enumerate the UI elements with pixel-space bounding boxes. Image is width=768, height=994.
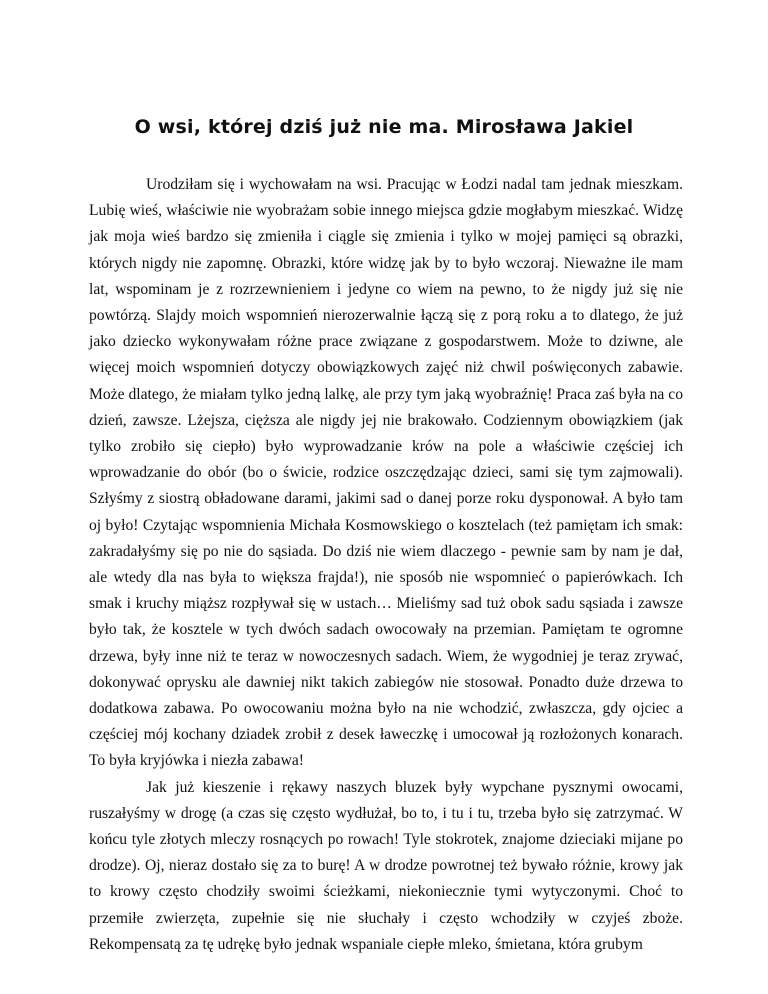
paragraph: Jak już kieszenie i rękawy naszych bluzek były wypchane pysznymi owocami, ruszałyśmy w drogę (a czas się często wydłużał, bo to, i tu i tu, trzeba było się zatrzymać. W końcu tyle złotych mleczy rosnących po rowach! Tyle stokrotek, znajome dzieciaki mijane po drodze). Oj, nieraz dostało się za to burę! A w drodze powrotnej też bywało różnie, krowy jak to krowy często chodziły swoimi ścieżkami, niekoniecznie tymi wytyczonymi. Choć to przemiłe zwierzęta, zupełnie się nie słuchały i często wchodziły w czyjeś zboże. Rekompensatą za tę udrękę było jednak wspaniale ciepłe mleko, śmietana, która grubym [89, 778, 683, 953]
document-body [89, 172, 683, 958]
paragraph: Urodziłam się i wychowałam na wsi. Pracując w Łodzi nadal tam jednak mieszkam. Lubię wieś, właściwie nie wyobrażam sobie innego miejsca gdzie mogłabym mieszkać. Widzę jak moja wieś bardzo się zmieniła i ciągle się zmienia i tylko w mojej pamięci są obrazki, których nigdy nie zapomnę. Obrazki, które widzę jak by to było wczoraj. Nieważne ile mam lat, wspominam je z rozrzewnieniem i jedyne co wiem na pewno, to że nigdy już się nie powtórzą. Slajdy moich wspomnień nierozerwalnie łączą się z porą roku a to dlatego, że już jako dziecko wykonywałam różne prace związane z gospodarstwem. Może to dziwne, ale więcej moich wspomnień dotyczy obowiązkowych zajęć niż chwil poświęconych zabawie. Może dlatego, że miałam tylko jedną lalkę, ale przy tym jaką wyobraźnię! Praca zaś była na co dzień, zawsze. Lżejsza, cięższa ale nigdy jej nie brakowało. Codziennym obowiązkiem (jak tylko zrobiło się ciepło) było wyprowadzanie krów na pole a właściwie częściej ich wprowadzanie do obór (bo o świcie, rodzice oszczędzając dzieci, sami się tym zajmowali). Szłyśmy z siostrą obładowane darami, jakimi sad o danej porze roku dysponował. A było tam oj było! Czytając wspomnienia Michała Kosmowskiego o kosztelach (też pamiętam ich smak: zakradałyśmy się po nie do sąsiada. Do dziś nie wiem dlaczego - pewnie sam by nam je dał, ale wtedy dla nas była to większa frajda!), nie sposób nie wspomnieć o papierówkach. Ich smak i kruchy miąższ rozpływał się w ustach… Mieliśmy sad tuż obok sadu sąsiada i zawsze było tak, że kosztele w tych dwóch sadach owocowały na przemian. Pamiętam te ogromne drzewa, były inne niż te teraz w nowoczesnych sadach. Wiem, że wygodniej je teraz zrywać, dokonywać oprysku ale dawniej nikt takich zabiegów nie stosował. Ponadto duże drzewa to dodatkowa zabawa. Po owocowaniu można było na nie wchodzić, zwłaszcza, gdy ojciec a częściej mój kochany dziadek zrobił z desek ławeczkę i umocował ją rozłożonych konarach. To była kryjówka i niezła zabawa! [89, 176, 683, 770]
document-title: O wsi, której dziś już nie ma. Mirosława Jakiel [134, 116, 634, 138]
